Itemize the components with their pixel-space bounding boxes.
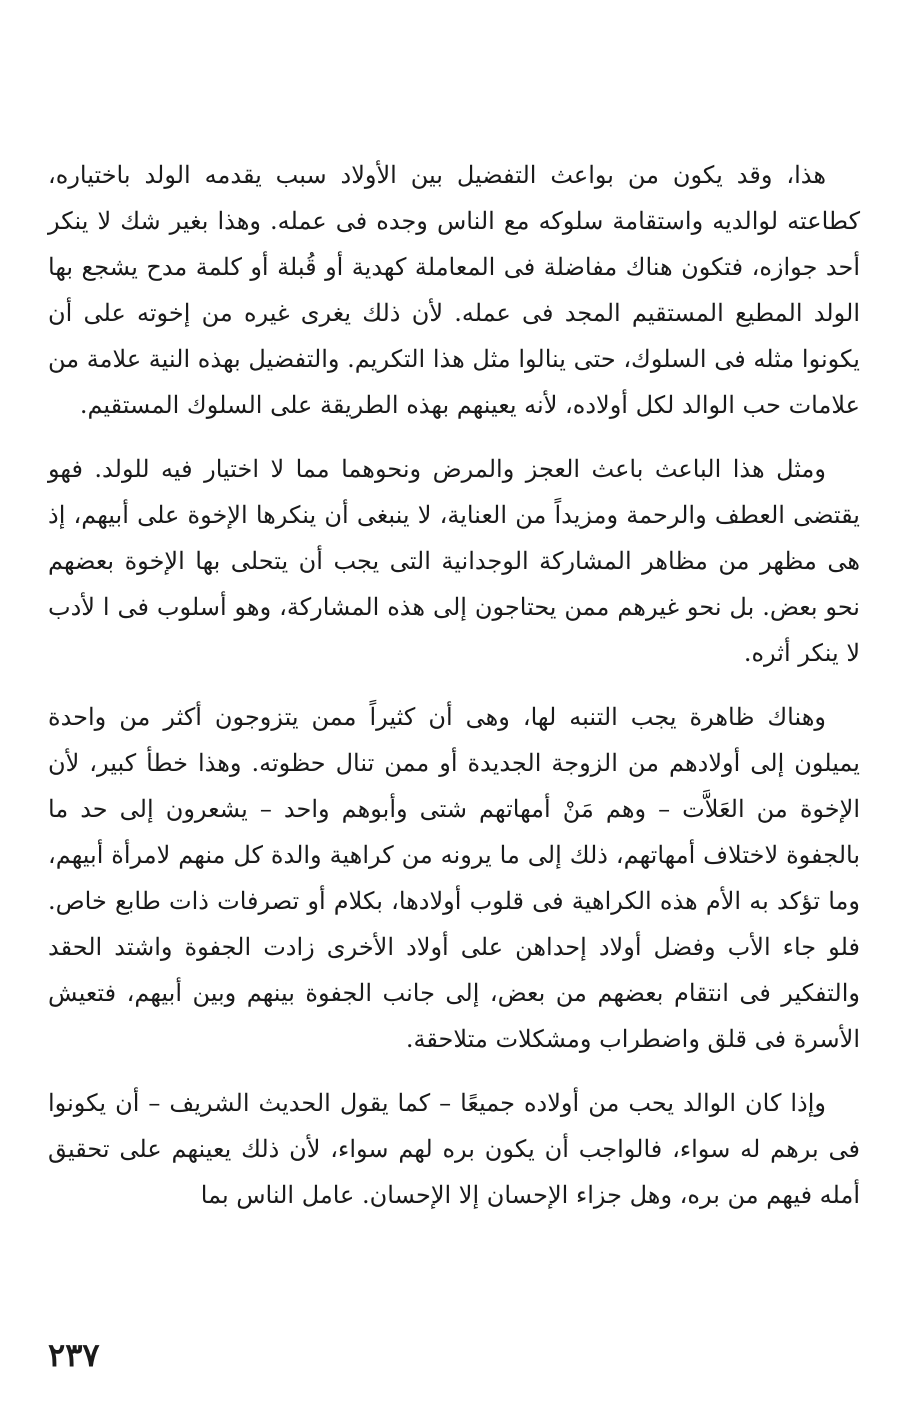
body-text xyxy=(48,152,860,1218)
paragraph-4: وإذا كان الوالد يحب من أولاده جميعًا – كما يقول الحديث الشريف – أن يكونوا فى برهم له سواء، فالواجب أن يكون بره لهم سواء، لأن ذلك يعينهم على تحقيق أمله فيهم من بره، وهل جزاء الإحسان إلا الإحسان. عامل الناس بما xyxy=(48,1089,860,1209)
paragraph-3: وهناك ظاهرة يجب التنبه لها، وهى أن كثيراً ممن يتزوجون أكثر من واحدة يميلون إلى أولادهم من الزوجة الجديدة أو ممن تنال حظوته. وهذا خطأ كبير، لأن الإخوة من العَلاَّت – وهم مَنْ أمهاتهم شتى وأبوهم واحد – يشعرون إلى حد ما بالجفوة لاختلاف أمهاتهم، ذلك إلى ما يرونه من كراهية والدة كل منهم لامرأة أبيهم، وما تؤكد به الأم هذه الكراهية فى قلوب أولادها، بكلام أو تصرفات ذات طابع خاص. فلو جاء الأب وفضل أولاد إحداهن على أولاد الأخرى زادت الجفوة واشتد الحقد والتفكير فى انتقام بعضهم من بعض، إلى جانب الجفوة بينهم وبين أبيهم، فتعيش الأسرة فى قلق واضطراب ومشكلات متلاحقة. xyxy=(48,703,860,1053)
paragraph-1: هذا، وقد يكون من بواعث التفضيل بين الأولاد سبب يقدمه الولد باختياره، كطاعته لوالديه واستقامة سلوكه مع الناس وجده فى عمله. وهذا بغير شك لا ينكر أحد جوازه، فتكون هناك مفاضلة فى المعاملة كهدية أو قُبلة أو كلمة مدح يشجع بها الولد المطيع المستقيم المجد فى عمله. لأن ذلك يغرى غيره من إخوته على أن يكونوا مثله فى السلوك، حتى ينالوا مثل هذا التكريم. والتفضيل بهذه النية علامة من علامات حب الوالد لكل أولاده، لأنه يعينهم بهذه الطريقة على السلوك المستقيم. xyxy=(48,161,860,419)
page-number: ٢٣٧ xyxy=(48,1336,100,1374)
paragraph-2: ومثل هذا الباعث باعث العجز والمرض ونحوهما مما لا اختيار فيه للولد. فهو يقتضى العطف والرحمة ومزيداً من العناية، لا ينبغى أن ينكرها الإخوة على أبيهم، إذ هى مظهر من مظاهر المشاركة الوجدانية التى يجب أن يتحلى بها الإخوة بعضهم نحو بعض. بل نحو غيرهم ممن يحتاجون إلى هذه المشاركة، وهو أسلوب فى ا لأدب لا ينكر أثره. xyxy=(48,455,860,667)
